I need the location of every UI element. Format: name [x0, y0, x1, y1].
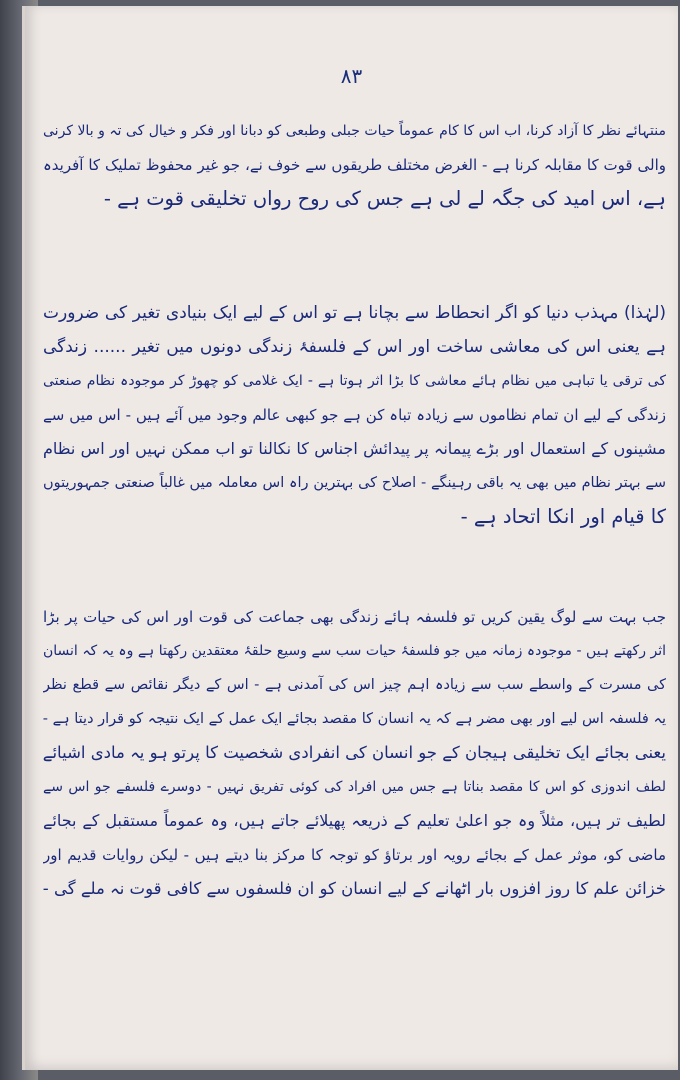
- paragraph-3: [43, 600, 666, 906]
- text-line: خزائن علم کا روز افزوں بار اٹھانے کے لیے انسان کو ان فلسفوں سے کافی قوت نہ ملے گی -: [43, 879, 666, 898]
- paragraph-2: [43, 296, 666, 534]
- text-line: جب بہت سے لوگ یقین کریں تو فلسفہ ہائے زندگی بھی جماعت کی قوت اور اس کی حیات پر بڑا: [43, 608, 666, 626]
- text-line: سے بہتر نظام میں بھی یہ باقی رہینگے - اصلاح کی بہترین راہ اس معاملہ میں غالباً صنعتی جمہوریتوں: [43, 475, 666, 491]
- page-number: ۸۳: [340, 64, 363, 88]
- text-line: منتہائے نظر کا آزاد کرنا، اب اس کا کام عموماً حیات جبلی وطبعی کو دبانا اور فکر و خیال کی تہ و بالا کرنی: [43, 123, 666, 139]
- text-line: کا قیام اور انکا اتحاد ہے -: [460, 505, 666, 528]
- text-line: لطف اندوزی کو اس کا مقصد بناتا ہے جس میں افراد کی کوئی تفریق نہیں - دوسرے فلسفے جو اس سے: [43, 779, 666, 795]
- text-line: کی مسرت کے واسطے سب سے زیادہ اہم چیز اس کی آمدنی ہے - اس کے دیگر نقائص سے قطع نظر: [43, 677, 666, 693]
- text-line: کی ترقی یا تباہی میں نظام ہائے معاشی کا بڑا اثر ہوتا ہے - ایک غلامی کو چھوڑ کر موجودہ نظام صنعتی: [43, 373, 666, 389]
- text-line: مشینوں کے استعمال اور بڑے پیمانہ پر پیدائش اجناس کا نکالنا تو اب ممکن نہیں اور اس نظام: [43, 439, 666, 458]
- text-line: اثر رکھتے ہیں - موجودہ زمانہ میں جو فلسفۂ حیات سب سے وسیع حلقۂ معتقدین رکھتا ہے وہ یہ کہ انسان: [43, 643, 666, 659]
- text-line: زندگی کے لیے ان تمام نظاموں سے زیادہ تباہ کن ہے جو کبھی عالم وجود میں آئے ہیں - اس میں سے: [43, 406, 666, 424]
- book-page: [22, 6, 678, 1070]
- text-line: یہ فلسفہ اس لیے اور بھی مضر ہے کہ یہ انسان کا مقصد بجائے ایک عمل کے ایک نتیجہ کو قرار دیتا ہے -: [43, 711, 666, 727]
- text-line: ہے یعنی اس کی معاشی ساخت اور اس کے فلسفۂ زندگی دونوں میں تغیر ...... زندگی: [43, 337, 666, 357]
- text-line: والی قوت کا مقابلہ کرنا ہے - الغرض مختلف طریقوں سے خوف نے، جو غیر محفوظ تملیک کا آفریدہ: [43, 156, 666, 174]
- text-line: لطیف تر ہیں، مثلاً وہ جو اعلیٰ تعلیم کے ذریعہ پھیلائے جاتے ہیں، وہ عموماً مستقبل کے بجائے: [43, 811, 666, 830]
- text-line: ماضی کو، موثر عمل کے بجائے رویہ اور برتاؤ کو توجہ کا مرکز بنا دیتے ہیں - لیکن روایات قدیم اور: [43, 846, 666, 864]
- paragraph-1: [43, 114, 666, 216]
- text-line: یعنی بجائے ایک تخلیقی ہیجان کے جو انسان کی انفرادی شخصیت کا پرتو ہو یہ مادی اشیائے: [43, 743, 666, 762]
- text-line: ہے، اس امید کی جگہ لے لی ہے جس کی روح رواں تخلیقی قوت ہے -: [103, 187, 666, 210]
- text-line: (لہٰذا) مہذب دنیا کو اگر انحطاط سے بچانا ہے تو اس کے لیے ایک بنیادی تغیر کی ضرورت: [43, 303, 666, 323]
